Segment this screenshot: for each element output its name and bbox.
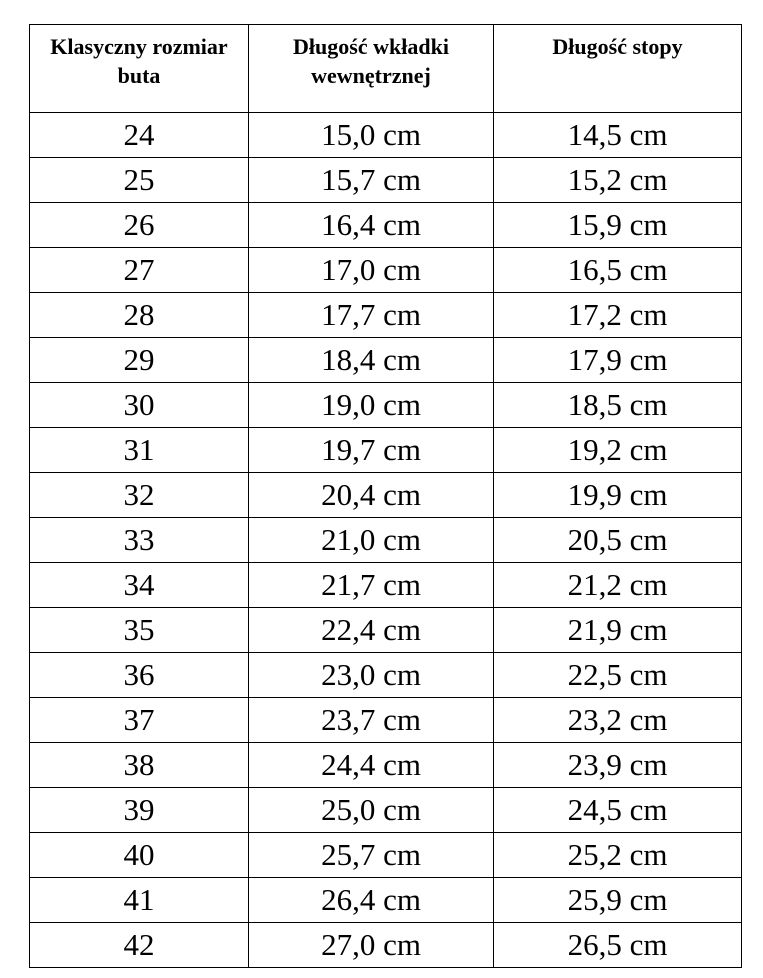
table-row [30, 338, 742, 383]
shoe-size-cell: 36 [30, 653, 249, 698]
foot-length-cell: 21,2 cm [494, 563, 742, 608]
table-row [30, 158, 742, 203]
shoe-size-cell: 27 [30, 248, 249, 293]
foot-length-cell: 26,5 cm [494, 923, 742, 968]
table-row [30, 788, 742, 833]
insole-length-cell: 24,4 cm [249, 743, 494, 788]
table-row [30, 473, 742, 518]
shoe-size-cell: 31 [30, 428, 249, 473]
foot-length-cell: 17,2 cm [494, 293, 742, 338]
header-classic-shoe-size: Klasyczny rozmiar buta [30, 25, 249, 113]
table-row [30, 563, 742, 608]
table-row [30, 293, 742, 338]
foot-length-cell: 23,2 cm [494, 698, 742, 743]
shoe-size-cell: 33 [30, 518, 249, 563]
table-body [30, 113, 742, 968]
insole-length-cell: 21,7 cm [249, 563, 494, 608]
insole-length-cell: 17,0 cm [249, 248, 494, 293]
insole-length-cell: 27,0 cm [249, 923, 494, 968]
table-row [30, 248, 742, 293]
foot-length-cell: 15,2 cm [494, 158, 742, 203]
insole-length-cell: 15,0 cm [249, 113, 494, 158]
table-row [30, 833, 742, 878]
foot-length-cell: 25,2 cm [494, 833, 742, 878]
foot-length-cell: 21,9 cm [494, 608, 742, 653]
foot-length-cell: 16,5 cm [494, 248, 742, 293]
shoe-size-cell: 37 [30, 698, 249, 743]
insole-length-cell: 16,4 cm [249, 203, 494, 248]
table-row [30, 203, 742, 248]
table-row [30, 923, 742, 968]
foot-length-cell: 25,9 cm [494, 878, 742, 923]
shoe-size-cell: 34 [30, 563, 249, 608]
shoe-size-cell: 38 [30, 743, 249, 788]
table-row [30, 878, 742, 923]
insole-length-cell: 25,7 cm [249, 833, 494, 878]
shoe-size-cell: 28 [30, 293, 249, 338]
foot-length-cell: 24,5 cm [494, 788, 742, 833]
shoe-size-cell: 25 [30, 158, 249, 203]
insole-length-cell: 21,0 cm [249, 518, 494, 563]
insole-length-cell: 18,4 cm [249, 338, 494, 383]
table-row [30, 428, 742, 473]
shoe-size-cell: 32 [30, 473, 249, 518]
shoe-size-cell: 30 [30, 383, 249, 428]
table-header-row [30, 25, 742, 113]
shoe-size-cell: 41 [30, 878, 249, 923]
insole-length-cell: 25,0 cm [249, 788, 494, 833]
table-row [30, 113, 742, 158]
foot-length-cell: 19,2 cm [494, 428, 742, 473]
foot-length-cell: 22,5 cm [494, 653, 742, 698]
insole-length-cell: 20,4 cm [249, 473, 494, 518]
foot-length-cell: 15,9 cm [494, 203, 742, 248]
insole-length-cell: 19,7 cm [249, 428, 494, 473]
shoe-size-cell: 35 [30, 608, 249, 653]
insole-length-cell: 23,0 cm [249, 653, 494, 698]
shoe-size-cell: 26 [30, 203, 249, 248]
foot-length-cell: 23,9 cm [494, 743, 742, 788]
foot-length-cell: 18,5 cm [494, 383, 742, 428]
insole-length-cell: 17,7 cm [249, 293, 494, 338]
table-row [30, 608, 742, 653]
shoe-size-table [29, 24, 742, 968]
insole-length-cell: 19,0 cm [249, 383, 494, 428]
insole-length-cell: 26,4 cm [249, 878, 494, 923]
header-insole-length: Długość wkładki wewnętrznej [249, 25, 494, 113]
table-row [30, 383, 742, 428]
table-row [30, 698, 742, 743]
foot-length-cell: 17,9 cm [494, 338, 742, 383]
shoe-size-cell: 42 [30, 923, 249, 968]
insole-length-cell: 23,7 cm [249, 698, 494, 743]
table-row [30, 518, 742, 563]
shoe-size-cell: 24 [30, 113, 249, 158]
table-row [30, 653, 742, 698]
insole-length-cell: 22,4 cm [249, 608, 494, 653]
table-row [30, 743, 742, 788]
foot-length-cell: 20,5 cm [494, 518, 742, 563]
shoe-size-cell: 39 [30, 788, 249, 833]
shoe-size-cell: 29 [30, 338, 249, 383]
header-foot-length: Długość stopy [494, 25, 742, 113]
shoe-size-cell: 40 [30, 833, 249, 878]
foot-length-cell: 19,9 cm [494, 473, 742, 518]
foot-length-cell: 14,5 cm [494, 113, 742, 158]
insole-length-cell: 15,7 cm [249, 158, 494, 203]
